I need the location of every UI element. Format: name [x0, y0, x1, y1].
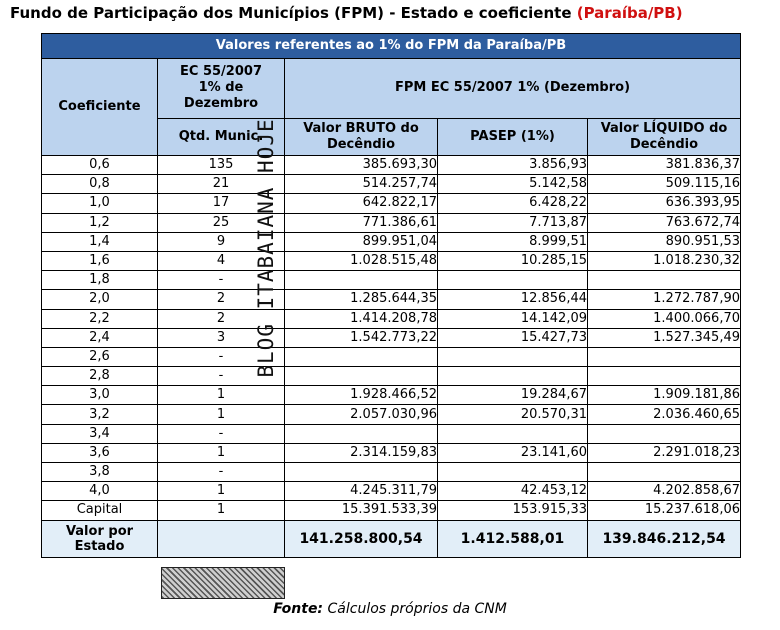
cell-qtd: 17	[158, 194, 285, 213]
header-liquido: Valor LÍQUIDO do Decêndio	[588, 118, 741, 155]
cell-bruto: 385.693,30	[285, 156, 438, 175]
cell-liquido: 381.836,37	[588, 156, 741, 175]
table-row	[42, 290, 741, 309]
cell-pasep: 5.142,58	[438, 175, 588, 194]
header-bruto: Valor BRUTO do Decêndio	[285, 118, 438, 155]
watermark-text: BLOG ITABAIANA HOJE	[254, 118, 278, 378]
cell-qtd: -	[158, 367, 285, 386]
total-bruto: 141.258.800,54	[285, 520, 438, 557]
cell-coeficiente: 2,8	[42, 367, 158, 386]
cell-qtd: 25	[158, 213, 285, 232]
cell-liquido: 636.393,95	[588, 194, 741, 213]
cell-coeficiente: 2,6	[42, 347, 158, 366]
total-pasep: 1.412.588,01	[438, 520, 588, 557]
cell-liquido: 1.018.230,32	[588, 251, 741, 270]
table-row	[42, 367, 741, 386]
table-banner: Valores referentes ao 1% do FPM da Paraíba/PB	[42, 34, 741, 59]
cell-coeficiente: 1,6	[42, 251, 158, 270]
header-qtd: Qtd. Munic.	[158, 118, 285, 155]
cell-liquido	[588, 347, 741, 366]
header-ec-group: EC 55/2007 1% de Dezembro	[158, 59, 285, 119]
table-row	[42, 213, 741, 232]
cell-liquido: 1.400.066,70	[588, 309, 741, 328]
cell-qtd: 1	[158, 443, 285, 462]
table-row	[42, 309, 741, 328]
cell-liquido: 509.115,16	[588, 175, 741, 194]
cell-qtd: 21	[158, 175, 285, 194]
cell-qtd: 1	[158, 482, 285, 501]
cell-qtd: -	[158, 271, 285, 290]
cell-bruto: 1.028.515,48	[285, 251, 438, 270]
total-label: Valor por Estado	[42, 520, 158, 557]
cell-bruto	[285, 367, 438, 386]
table-row	[42, 482, 741, 501]
cell-coeficiente: 1,2	[42, 213, 158, 232]
cell-bruto: 4.245.311,79	[285, 482, 438, 501]
cell-coeficiente: 3,8	[42, 463, 158, 482]
cell-pasep: 19.284,67	[438, 386, 588, 405]
cell-pasep	[438, 424, 588, 443]
cell-liquido: 763.672,74	[588, 213, 741, 232]
table-row	[42, 424, 741, 443]
cell-bruto: 1.414.208,78	[285, 309, 438, 328]
table-row	[42, 405, 741, 424]
cell-pasep: 3.856,93	[438, 156, 588, 175]
cell-qtd: -	[158, 347, 285, 366]
cell-coeficiente: 2,0	[42, 290, 158, 309]
header-fpm-group: FPM EC 55/2007 1% (Dezembro)	[285, 59, 741, 119]
cell-bruto: 642.822,17	[285, 194, 438, 213]
cell-pasep: 153.915,33	[438, 501, 588, 520]
cell-bruto: 1.542.773,22	[285, 328, 438, 347]
header-coeficiente: Coeficiente	[42, 59, 158, 156]
cell-liquido	[588, 367, 741, 386]
cell-qtd: 9	[158, 232, 285, 251]
fpm-table	[41, 33, 741, 558]
table-row	[42, 194, 741, 213]
cell-qtd: 4	[158, 251, 285, 270]
cell-liquido: 1.272.787,90	[588, 290, 741, 309]
table-row	[42, 463, 741, 482]
cell-pasep: 8.999,51	[438, 232, 588, 251]
cell-bruto: 1.285.644,35	[285, 290, 438, 309]
cell-coeficiente: 3,6	[42, 443, 158, 462]
cell-bruto: 771.386,61	[285, 213, 438, 232]
total-liquido: 139.846.212,54	[588, 520, 741, 557]
title-main: Fundo de Participação dos Municípios (FPM) - Estado e coeficiente	[10, 4, 572, 22]
table-row	[42, 232, 741, 251]
cell-pasep	[438, 367, 588, 386]
cell-liquido: 2.036.460,65	[588, 405, 741, 424]
cell-pasep: 20.570,31	[438, 405, 588, 424]
source-text: Cálculos próprios da CNM	[327, 601, 507, 617]
cell-coeficiente: 4,0	[42, 482, 158, 501]
cell-qtd: 3	[158, 328, 285, 347]
table-row	[42, 328, 741, 347]
cell-qtd: -	[158, 463, 285, 482]
cell-coeficiente: 1,0	[42, 194, 158, 213]
table-row	[42, 347, 741, 366]
cell-pasep	[438, 271, 588, 290]
cell-bruto	[285, 271, 438, 290]
cell-liquido: 1.527.345,49	[588, 328, 741, 347]
cell-coeficiente: 1,8	[42, 271, 158, 290]
table-row	[42, 501, 741, 520]
title-state: (Paraíba/PB)	[576, 4, 683, 22]
table-row	[42, 271, 741, 290]
cell-qtd: 1	[158, 405, 285, 424]
cell-bruto	[285, 424, 438, 443]
cell-bruto: 2.057.030,96	[285, 405, 438, 424]
cell-qtd: -	[158, 424, 285, 443]
cell-liquido	[588, 424, 741, 443]
cell-coeficiente: 2,4	[42, 328, 158, 347]
table-row	[42, 251, 741, 270]
total-hatched-cell	[158, 520, 285, 557]
cell-pasep: 42.453,12	[438, 482, 588, 501]
source-label: Fonte:	[273, 601, 324, 617]
table-row	[42, 443, 741, 462]
cell-coeficiente: 0,6	[42, 156, 158, 175]
cell-bruto	[285, 463, 438, 482]
cell-pasep	[438, 463, 588, 482]
cell-coeficiente: 3,4	[42, 424, 158, 443]
cell-bruto: 2.314.159,83	[285, 443, 438, 462]
cell-liquido: 4.202.858,67	[588, 482, 741, 501]
cell-liquido: 1.909.181,86	[588, 386, 741, 405]
source-note	[0, 601, 780, 617]
cell-coeficiente: 3,0	[42, 386, 158, 405]
cell-pasep: 14.142,09	[438, 309, 588, 328]
table-row	[42, 175, 741, 194]
page-title	[10, 4, 683, 22]
cell-pasep: 6.428,22	[438, 194, 588, 213]
cell-pasep: 15.427,73	[438, 328, 588, 347]
cell-pasep: 10.285,15	[438, 251, 588, 270]
cell-pasep: 12.856,44	[438, 290, 588, 309]
cell-liquido: 15.237.618,06	[588, 501, 741, 520]
cell-coeficiente: 3,2	[42, 405, 158, 424]
cell-coeficiente: 2,2	[42, 309, 158, 328]
cell-bruto: 899.951,04	[285, 232, 438, 251]
cell-bruto: 514.257,74	[285, 175, 438, 194]
cell-pasep	[438, 347, 588, 366]
cell-qtd: 2	[158, 309, 285, 328]
cell-liquido	[588, 463, 741, 482]
cell-coeficiente: 0,8	[42, 175, 158, 194]
hatched-pattern	[161, 567, 285, 599]
cell-coeficiente: Capital	[42, 501, 158, 520]
cell-bruto: 15.391.533,39	[285, 501, 438, 520]
cell-bruto: 1.928.466,52	[285, 386, 438, 405]
cell-qtd: 135	[158, 156, 285, 175]
cell-qtd: 1	[158, 501, 285, 520]
cell-coeficiente: 1,4	[42, 232, 158, 251]
cell-qtd: 2	[158, 290, 285, 309]
cell-liquido: 2.291.018,23	[588, 443, 741, 462]
table-row	[42, 386, 741, 405]
table-row	[42, 156, 741, 175]
cell-liquido: 890.951,53	[588, 232, 741, 251]
cell-pasep: 23.141,60	[438, 443, 588, 462]
header-pasep: PASEP (1%)	[438, 118, 588, 155]
cell-qtd: 1	[158, 386, 285, 405]
cell-pasep: 7.713,87	[438, 213, 588, 232]
cell-liquido	[588, 271, 741, 290]
cell-bruto	[285, 347, 438, 366]
